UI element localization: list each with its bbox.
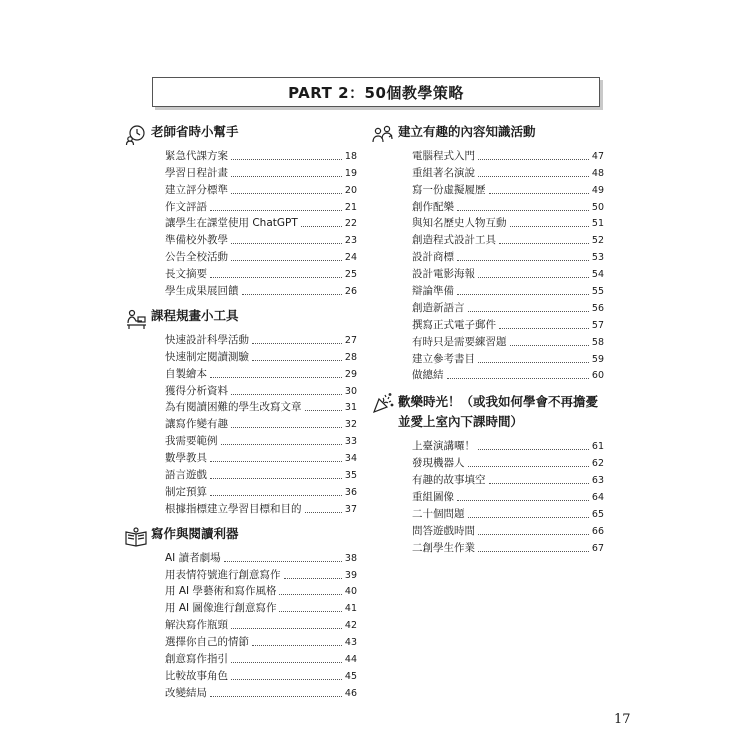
toc-entry-page: 44 xyxy=(344,654,357,666)
toc-entry xyxy=(165,197,357,214)
toc-entry-title: 二十個問題 xyxy=(412,507,465,520)
toc-entry-page: 42 xyxy=(344,620,357,632)
toc-entry xyxy=(165,364,357,381)
toc-entry-page: 51 xyxy=(591,218,604,230)
toc-entry-page: 59 xyxy=(591,353,604,365)
toc-entry-title: 重組著名演說 xyxy=(412,166,475,179)
toc-entry-title: 根據指標建立學習目標和目的 xyxy=(165,502,302,515)
toc-entry-title: 獲得分析資料 xyxy=(165,384,228,397)
section-header xyxy=(125,526,357,548)
dot-leader xyxy=(231,679,342,680)
toc-entry xyxy=(412,470,604,487)
toc-entry-title: 快速設計科學活動 xyxy=(165,333,249,346)
dot-leader xyxy=(301,226,342,227)
toc-entry-title: 重組圖像 xyxy=(412,491,454,504)
section-header xyxy=(372,124,604,146)
toc-entry-title: 為有閱讀困難的學生改寫文章 xyxy=(165,401,302,414)
toc-entry-title: 電腦程式入門 xyxy=(412,149,475,162)
toc-entry-title: 有時只是需要練習題 xyxy=(412,335,507,348)
toc-entry xyxy=(165,683,357,700)
toc-entry-title: 寫一份虛擬履歷 xyxy=(412,183,486,196)
section-title: 課程規畫小工具 xyxy=(151,308,239,324)
dot-leader xyxy=(231,260,342,261)
dot-leader xyxy=(252,343,342,344)
dot-leader xyxy=(224,561,342,562)
toc-entry-title: 設計商標 xyxy=(412,251,454,264)
toc-entry-title: 語言遊戲 xyxy=(165,469,207,482)
dot-leader xyxy=(210,210,342,211)
toc-entry-title: 制定預算 xyxy=(165,485,207,498)
toc-entry-page: 52 xyxy=(591,235,604,247)
toc-entry xyxy=(412,146,604,163)
dot-leader xyxy=(231,628,342,629)
toc-entry-page: 50 xyxy=(591,201,604,213)
toc-entry-page: 36 xyxy=(344,486,357,498)
dot-leader xyxy=(231,394,342,395)
toc-entry xyxy=(165,398,357,415)
section-title: 老師省時小幫手 xyxy=(151,124,239,139)
toc-entry-page: 25 xyxy=(344,269,357,281)
toc-entry-title: 建立評分標準 xyxy=(165,183,228,196)
toc-entry-page: 26 xyxy=(344,286,357,298)
toc-entry xyxy=(165,482,357,499)
toc-entry-page: 46 xyxy=(344,687,357,699)
toc-entry-title: 我需要範例 xyxy=(165,435,218,448)
toc-entry xyxy=(412,214,604,231)
dot-leader xyxy=(499,328,589,329)
dot-leader xyxy=(242,294,342,295)
toc-entry-title: 設計電影海報 xyxy=(412,268,475,281)
toc-entry-title: 創造新語言 xyxy=(412,301,465,314)
dot-leader xyxy=(478,362,589,363)
dot-leader xyxy=(210,377,342,378)
toc-entry-page: 65 xyxy=(591,508,604,520)
toc-entry-title: 與知名歷史人物互動 xyxy=(412,217,507,230)
toc-entry-title: 撰寫正式電子郵件 xyxy=(412,318,496,331)
toc-entry-page: 64 xyxy=(591,492,604,504)
toc-entry-list xyxy=(165,146,357,298)
toc-entry-page: 18 xyxy=(344,150,357,162)
dot-leader xyxy=(284,578,342,579)
people-icon xyxy=(372,124,394,146)
toc-entry-title: 上臺演講囉！ xyxy=(412,440,475,453)
toc-entry-page: 63 xyxy=(591,475,604,487)
toc-entry xyxy=(165,146,357,163)
dot-leader xyxy=(457,294,589,295)
toc-entry-title: AI 讀者劇場 xyxy=(165,551,221,564)
dot-leader xyxy=(478,159,589,160)
dot-leader xyxy=(478,277,589,278)
dot-leader xyxy=(468,311,589,312)
dot-leader xyxy=(210,277,342,278)
toc-entry-page: 24 xyxy=(344,252,357,264)
section-header xyxy=(125,308,357,330)
toc-section xyxy=(125,124,357,298)
toc-entry xyxy=(165,214,357,231)
dot-leader xyxy=(231,159,342,160)
dot-leader xyxy=(279,611,341,612)
toc-entry-page: 23 xyxy=(344,235,357,247)
toc-entry xyxy=(412,538,604,555)
dot-leader xyxy=(231,243,342,244)
toc-entry xyxy=(165,499,357,516)
toc-entry xyxy=(412,197,604,214)
toc-entry-page: 28 xyxy=(344,351,357,363)
toc-entry xyxy=(165,230,357,247)
dot-leader xyxy=(478,534,589,535)
dot-leader xyxy=(478,551,589,552)
toc-entry xyxy=(412,453,604,470)
toc-entry-title: 用 AI 圖像進行創意寫作 xyxy=(165,602,277,615)
toc-entry-title: 發現機器人 xyxy=(412,457,465,470)
dot-leader xyxy=(457,500,589,501)
toc-section xyxy=(125,308,357,516)
toc-entry-title: 辯論準備 xyxy=(412,285,454,298)
toc-entry xyxy=(165,330,357,347)
dot-leader xyxy=(457,260,589,261)
toc-entry-page: 31 xyxy=(344,402,357,414)
dot-leader xyxy=(489,483,589,484)
toc-entry-page: 54 xyxy=(591,269,604,281)
section-header xyxy=(125,124,357,146)
toc-entry-title: 問答遊戲時間 xyxy=(412,524,475,537)
toc-entry-title: 做總結 xyxy=(412,369,444,382)
toc-entry-list xyxy=(412,146,604,382)
toc-entry-page: 40 xyxy=(344,586,357,598)
toc-entry-page: 34 xyxy=(344,453,357,465)
toc-entry-title: 作文評語 xyxy=(165,200,207,213)
dot-leader xyxy=(210,478,342,479)
toc-right-column xyxy=(372,124,604,565)
toc-entry-title: 長文摘要 xyxy=(165,268,207,281)
clock-person-icon xyxy=(125,124,147,146)
toc-entry-page: 53 xyxy=(591,252,604,264)
toc-entry xyxy=(412,521,604,538)
dot-leader xyxy=(252,645,342,646)
toc-entry xyxy=(165,381,357,398)
dot-leader xyxy=(231,176,342,177)
toc-section xyxy=(372,392,604,554)
toc-entry-title: 準備校外教學 xyxy=(165,234,228,247)
toc-entry-page: 29 xyxy=(344,368,357,380)
toc-entry-page: 30 xyxy=(344,385,357,397)
dot-leader xyxy=(210,461,342,462)
toc-entry-page: 45 xyxy=(344,670,357,682)
toc-entry-page: 41 xyxy=(344,603,357,615)
dot-leader xyxy=(231,427,342,428)
toc-entry xyxy=(165,281,357,298)
toc-entry-page: 67 xyxy=(591,542,604,554)
section-title xyxy=(398,392,598,432)
toc-entry-title: 用表情符號進行創意寫作 xyxy=(165,568,281,581)
toc-entry xyxy=(165,582,357,599)
section-title-line: 歡樂時光！（或我如何學會不再擔憂 xyxy=(398,394,599,410)
toc-entry-page: 48 xyxy=(591,167,604,179)
toc-entry xyxy=(165,666,357,683)
toc-entry-page: 32 xyxy=(344,419,357,431)
toc-entry-page: 62 xyxy=(591,458,604,470)
toc-entry-page: 19 xyxy=(344,167,357,179)
dot-leader xyxy=(447,378,589,379)
dot-leader xyxy=(305,410,342,411)
toc-entry-page: 47 xyxy=(591,150,604,162)
dot-leader xyxy=(510,345,589,346)
dot-leader xyxy=(279,594,341,595)
section-title: 建立有趣的內容知識活動 xyxy=(398,124,536,139)
toc-entry-page: 49 xyxy=(591,184,604,196)
toc-entry-page: 66 xyxy=(591,525,604,537)
dot-leader xyxy=(252,360,342,361)
toc-entry-list xyxy=(165,330,357,516)
toc-entry-title: 自製繪本 xyxy=(165,367,207,380)
toc-entry-list xyxy=(165,548,357,700)
toc-entry xyxy=(165,465,357,482)
toc-entry xyxy=(412,366,604,383)
toc-entry xyxy=(165,264,357,281)
toc-entry-page: 55 xyxy=(591,286,604,298)
toc-entry-title: 有趣的故事填空 xyxy=(412,474,486,487)
toc-entry-title: 改變結局 xyxy=(165,686,207,699)
toc-entry xyxy=(412,264,604,281)
part-title: PART 2：50個教學策略 xyxy=(152,77,600,107)
dot-leader xyxy=(457,210,589,211)
dot-leader xyxy=(478,176,589,177)
toc-entry-title: 讓寫作變有趣 xyxy=(165,418,228,431)
toc-entry xyxy=(165,247,357,264)
toc-entry-page: 35 xyxy=(344,470,357,482)
toc-entry xyxy=(165,598,357,615)
dot-leader xyxy=(210,495,342,496)
toc-entry xyxy=(165,414,357,431)
dot-leader xyxy=(221,444,342,445)
toc-entry xyxy=(412,315,604,332)
toc-entry xyxy=(165,180,357,197)
toc-entry-title: 創意寫作指引 xyxy=(165,653,228,666)
toc-entry-title: 解決寫作瓶頸 xyxy=(165,619,228,632)
toc-entry xyxy=(412,230,604,247)
toc-entry-page: 20 xyxy=(344,184,357,196)
toc-entry-page: 56 xyxy=(591,302,604,314)
toc-entry xyxy=(165,632,357,649)
toc-entry xyxy=(412,163,604,180)
toc-entry xyxy=(412,332,604,349)
toc-entry-list xyxy=(412,436,604,554)
toc-entry-title: 創造程式設計工具 xyxy=(412,234,496,247)
dot-leader xyxy=(231,662,342,663)
toc-entry-page: 21 xyxy=(344,201,357,213)
dot-leader xyxy=(478,449,589,450)
toc-entry-title: 快速制定閱讀測驗 xyxy=(165,350,249,363)
toc-entry-title: 選擇你自己的情節 xyxy=(165,636,249,649)
toc-entry xyxy=(165,548,357,565)
dot-leader xyxy=(489,193,589,194)
section-title: 寫作與閱讀利器 xyxy=(151,525,239,541)
dot-leader xyxy=(468,517,589,518)
toc-entry-page: 58 xyxy=(591,336,604,348)
person-at-desk-icon xyxy=(125,308,147,330)
toc-entry-page: 38 xyxy=(344,552,357,564)
section-title-line: 並愛上室內下課時間） xyxy=(398,414,524,430)
toc-entry xyxy=(412,180,604,197)
toc-entry xyxy=(165,163,357,180)
dot-leader xyxy=(499,243,589,244)
toc-entry-page: 39 xyxy=(344,569,357,581)
dot-leader xyxy=(468,466,589,467)
page-number: 17 xyxy=(614,712,631,727)
toc-entry-page: 60 xyxy=(591,370,604,382)
toc-entry xyxy=(165,347,357,364)
toc-section xyxy=(372,124,604,382)
toc-entry-page: 33 xyxy=(344,436,357,448)
toc-left-column xyxy=(125,124,357,710)
open-book-icon xyxy=(125,526,147,548)
toc-entry-title: 創作配樂 xyxy=(412,200,454,213)
toc-section xyxy=(125,526,357,700)
toc-entry xyxy=(412,349,604,366)
toc-entry-title: 學習日程計畫 xyxy=(165,166,228,179)
toc-entry-title: 學生成果展回饋 xyxy=(165,285,239,298)
toc-entry-title: 讓學生在課堂使用 ChatGPT xyxy=(165,217,298,230)
toc-entry-page: 61 xyxy=(591,441,604,453)
toc-entry-title: 建立參考書目 xyxy=(412,352,475,365)
toc-entry xyxy=(412,247,604,264)
toc-entry-title: 數學教具 xyxy=(165,452,207,465)
toc-entry xyxy=(165,565,357,582)
toc-entry-title: 用 AI 學藝術和寫作風格 xyxy=(165,585,277,598)
toc-entry xyxy=(165,615,357,632)
toc-entry-page: 37 xyxy=(344,503,357,515)
toc-entry xyxy=(412,504,604,521)
toc-entry-title: 公告全校活動 xyxy=(165,251,228,264)
toc-entry-title: 二創學生作業 xyxy=(412,541,475,554)
toc-entry xyxy=(165,448,357,465)
toc-entry xyxy=(165,649,357,666)
dot-leader xyxy=(231,193,342,194)
toc-entry xyxy=(412,281,604,298)
toc-entry-page: 22 xyxy=(344,218,357,230)
toc-entry xyxy=(412,436,604,453)
toc-entry-title: 緊急代課方案 xyxy=(165,149,228,162)
party-popper-icon xyxy=(372,392,394,414)
toc-entry xyxy=(412,298,604,315)
dot-leader xyxy=(510,226,589,227)
toc-entry xyxy=(412,487,604,504)
dot-leader xyxy=(210,696,342,697)
toc-entry-page: 43 xyxy=(344,637,357,649)
dot-leader xyxy=(305,512,342,513)
toc-entry-page: 27 xyxy=(344,334,357,346)
toc-entry-page: 57 xyxy=(591,319,604,331)
toc-entry-title: 比較故事角色 xyxy=(165,669,228,682)
section-header xyxy=(372,392,604,436)
toc-entry xyxy=(165,431,357,448)
